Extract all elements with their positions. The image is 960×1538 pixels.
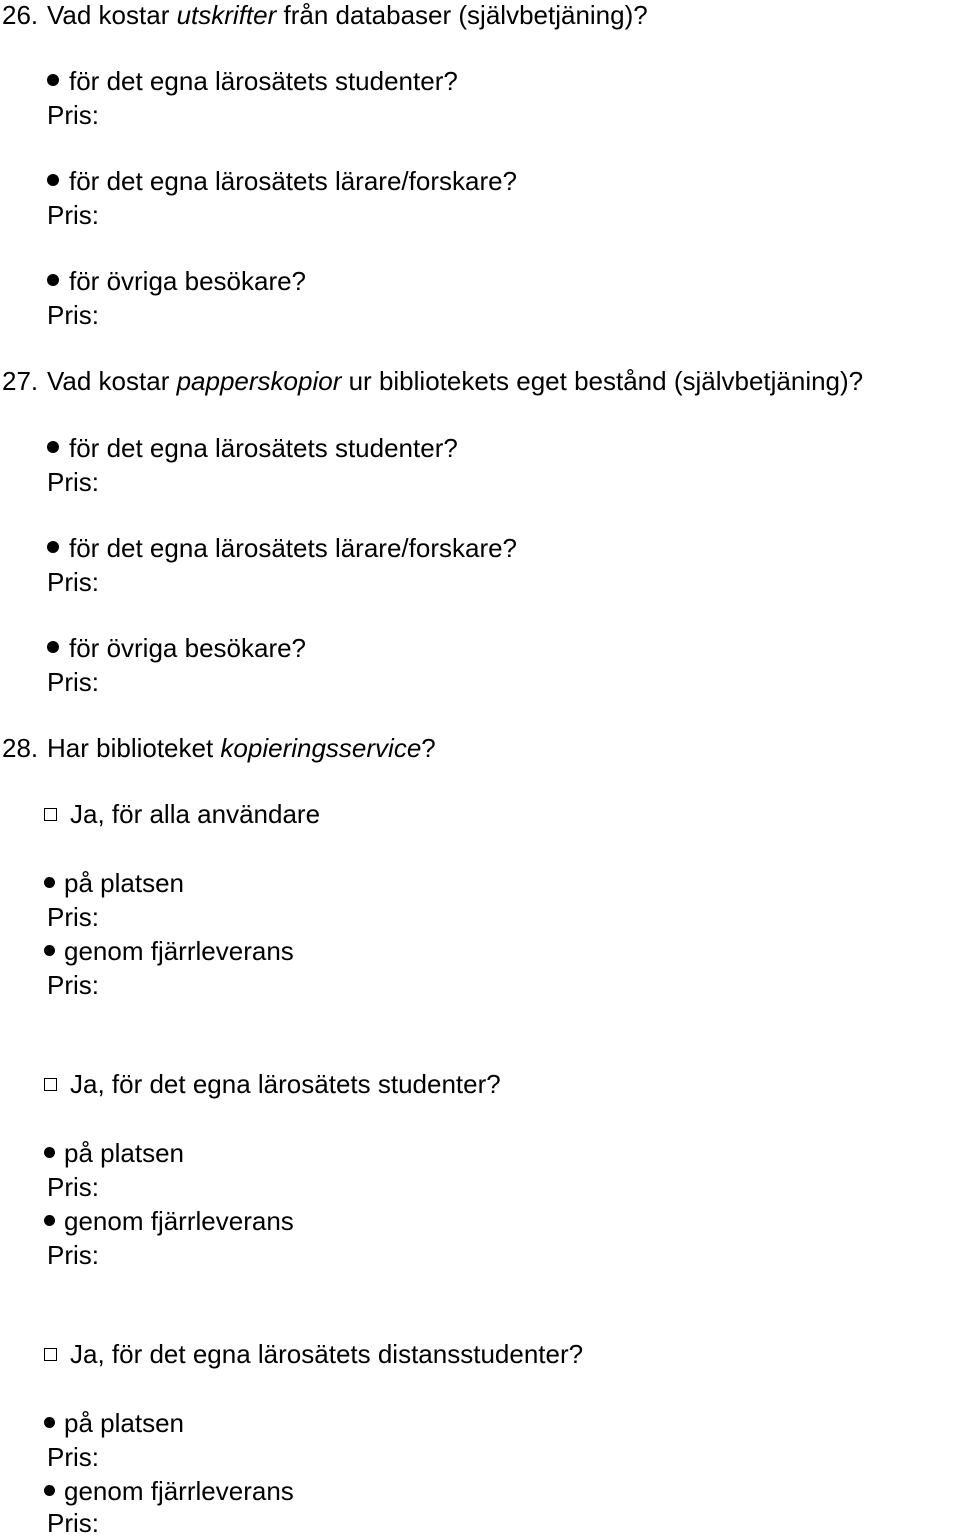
price-field[interactable]: Pris: [47,902,99,932]
question-text: Vad kostar utskrifter från databaser (självbetjäning)? [47,0,648,30]
bullet-icon [47,541,59,553]
bullet-icon [44,945,55,956]
list-item: för övriga besökare? [47,635,306,661]
checkbox[interactable] [44,808,57,821]
price-field[interactable]: Pris: [47,300,99,330]
list-item: genom fjärrleverans [44,1208,294,1234]
price-field[interactable]: Pris: [47,1508,99,1538]
price-field[interactable]: Pris: [47,1442,99,1472]
bullet-icon [44,1417,55,1428]
bullet-icon [47,74,59,86]
question-text: Har biblioteket kopieringsservice? [47,733,436,763]
list-item: för det egna lärosätets lärare/forskare? [47,535,517,561]
list-item: för det egna lärosätets studenter? [47,68,458,94]
price-field[interactable]: Pris: [47,100,99,130]
question-emphasis: kopieringsservice [220,733,422,763]
question-emphasis: papperskopior [176,366,342,396]
price-field[interactable]: Pris: [47,1240,99,1270]
price-field[interactable]: Pris: [47,970,99,1000]
price-field[interactable]: Pris: [47,667,99,697]
bullet-icon [44,1147,55,1158]
option-distance-students[interactable]: Ja, för det egna lärosätets distansstudenter? [44,1341,583,1367]
list-item: på platsen [44,870,184,896]
question-emphasis: utskrifter [176,0,277,30]
bullet-icon [44,1485,55,1496]
bullet-icon [47,441,59,453]
bullet-icon [44,877,55,888]
list-item: genom fjärrleverans [44,1478,294,1504]
list-item: på platsen [44,1140,184,1166]
list-item: för det egna lärosätets lärare/forskare? [47,168,517,194]
checkbox[interactable] [44,1078,57,1091]
question-number: 26. [2,0,39,30]
option-all-users[interactable]: Ja, för alla användare [44,801,320,827]
list-item: genom fjärrleverans [44,938,294,964]
price-field[interactable]: Pris: [47,467,99,497]
bullet-icon [47,274,59,286]
price-field[interactable]: Pris: [47,1172,99,1202]
question-text: Vad kostar papperskopior ur bibliotekets eget bestånd (självbetjäning)? [47,366,864,396]
list-item: för det egna lärosätets studenter? [47,435,458,461]
list-item: för övriga besökare? [47,268,306,294]
option-own-students[interactable]: Ja, för det egna lärosätets studenter? [44,1071,501,1097]
question-number: 28. [2,733,39,763]
bullet-icon [47,641,59,653]
bullet-icon [44,1215,55,1226]
checkbox[interactable] [44,1348,57,1361]
list-item: på platsen [44,1410,184,1436]
price-field[interactable]: Pris: [47,200,99,230]
question-number: 27. [2,366,39,396]
price-field[interactable]: Pris: [47,567,99,597]
bullet-icon [47,174,59,186]
